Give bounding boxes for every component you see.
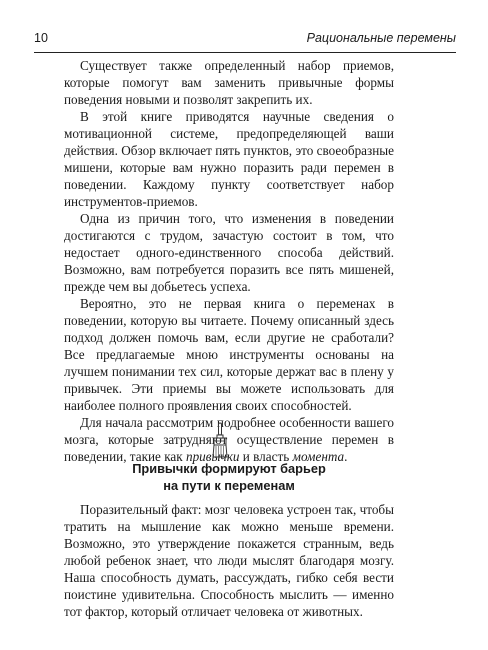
running-title: Рациональные перемены <box>306 31 456 45</box>
text-span: и власть <box>239 449 293 464</box>
paragraph: Вероятно, это не первая книга о переменах в поведении, которую вы читаете. Почему описанный здесь подход должен помочь вам, если другие не сработали? Все предлагаемые мною инструменты основаны на лучшем понимании тех сил, которые держат вас в плену у привычек. Эти приемы вы можете использовать для наиболее полного проявления своих способностей. <box>64 296 394 413</box>
heading-line: на пути к переменам <box>163 478 295 493</box>
section-text <box>64 501 394 620</box>
paragraph: В этой книге приводятся научные сведения о мотивационной системе, предопределяющей ваши действия. Обзор включает пять пунктов, это своеобразные мишени, которые вам нужно поразить ради перемен в поведении. Каждому пункту соответствует набор инструментов-приемов. <box>64 109 394 209</box>
paragraph: Поразительный факт: мозг человека устроен так, чтобы тратить на мышление как можно меньше времени. Возможно, это утверждение покажется странным, ведь любой ребенок знает, что люди мыслят благодаря мозгу. Наша способность думать, рассуждать, гибко себя вести поистине удивительна. Способность мыслить — именно тот фактор, который отличает человека от животных. <box>64 502 394 619</box>
emphasis-habits: привычки <box>185 449 240 464</box>
heading-line: Привычки формируют барьер <box>132 461 326 476</box>
main-text <box>64 57 394 465</box>
paragraph: Существует также определенный набор приемов, которые помогут вам заменить привычные формы поведения новыми и позволят закрепить их. <box>64 58 394 107</box>
emphasis-moment: момента <box>292 449 345 464</box>
text-span: . <box>344 449 348 464</box>
paragraph: Одна из причин того, что изменения в поведении достигаются с трудом, зачастую состоит в том, что недостает одного-единственного способа действий. Возможно, вам потребуется поразить все пять мишеней, прежде чем вы добьетесь успеха. <box>64 211 394 294</box>
page-header <box>34 30 456 53</box>
section-heading <box>64 460 394 494</box>
page-number: 10 <box>34 31 48 45</box>
text-span: Для начала рассмотрим подробнее особенности вашего мозга, которые затрудняют осуществление перемен в поведении, такие как <box>64 415 394 464</box>
paintbrush-icon <box>208 422 232 460</box>
